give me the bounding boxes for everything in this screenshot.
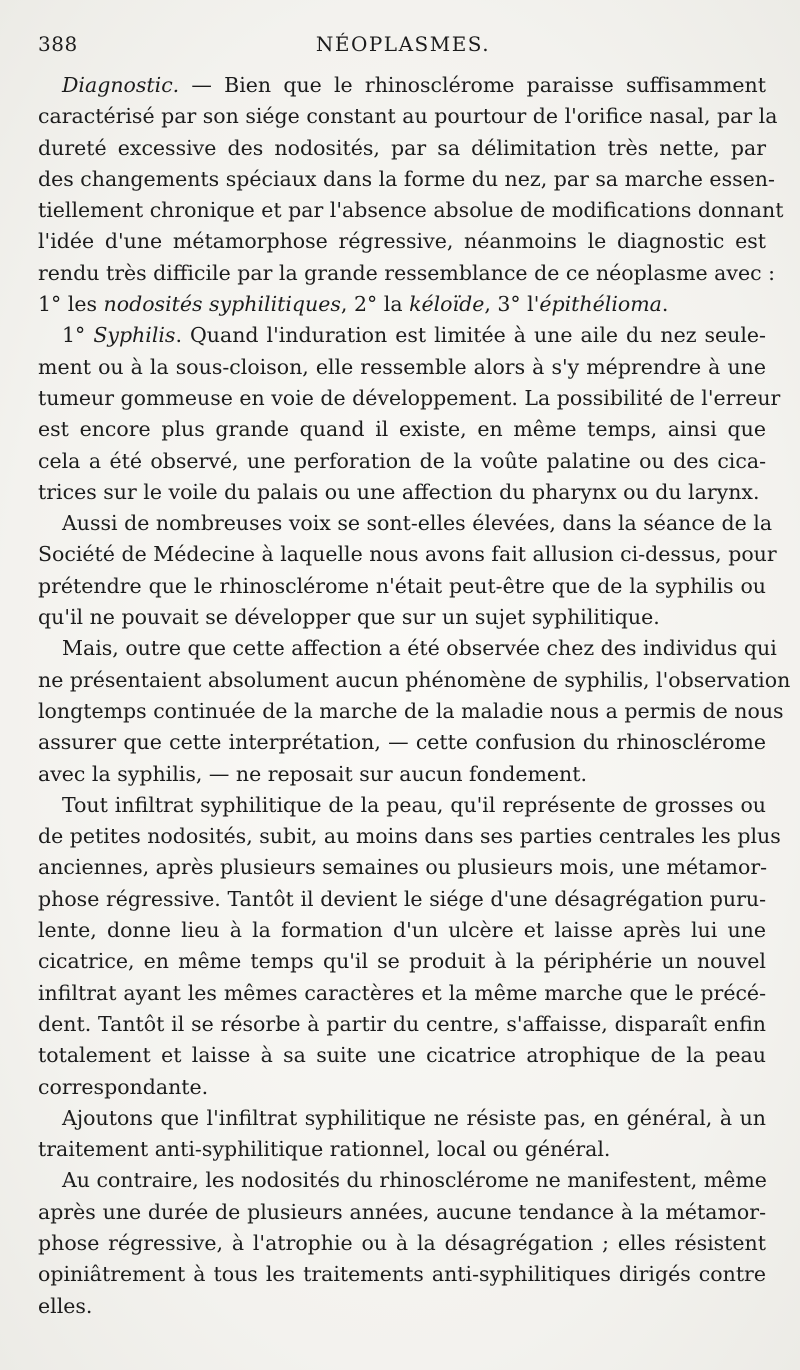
text-line [38,1291,766,1322]
text-span: tiellement chronique et par l'absence absolue de modifications donnant [38,198,784,223]
text-span: rendu très difficile par la grande ressemblance de ce néoplasme avec : [38,260,775,285]
text-span: dent. Tantôt il se résorbe à partir du centre, s'affaisse, disparaît enfin [38,1011,766,1036]
text-line [38,446,766,477]
text-line [38,852,766,883]
text-line [38,759,766,790]
text-line [38,1228,766,1259]
text-span: ment ou à la sous-cloison, elle ressemble alors à s'y méprendre à une [38,354,766,379]
text-span: . Quand l'induration est limitée à une aile du nez seule- [175,323,766,348]
text-line [38,571,766,602]
text-span: , 2° la [340,292,410,317]
text-span: ne présentaient absolument aucun phénomène de syphilis, l'observation [38,667,791,692]
text-span: dureté excessive des nodosités, par sa délimitation très nette, par [38,135,766,160]
text-line [38,915,766,946]
text-line [38,101,778,132]
text-span: Aussi de nombreuses voix se sont-elles élevées, dans la séance de la [62,511,773,536]
text-span: des changements spéciaux dans la forme du nez, par sa marche essen- [38,166,775,191]
text-span: prétendre que le rhinosclérome n'était peut-être que de la syphilis ou [38,573,766,598]
text-line [38,164,775,195]
text-span: elles. [38,1293,93,1318]
text-span: 1° les [38,292,104,317]
text-span: de petites nodosités, subit, au moins dans ses parties centrales les plus [38,824,781,849]
text-line [38,790,766,821]
text-span: caractérisé par son siége constant au pourtour de l'orifice nasal, par la [38,104,778,129]
italic-text: nodosités syphilitiques [103,292,341,317]
text-line [38,258,775,289]
text-line [38,383,781,414]
text-span: assurer que cette interprétation, — cette confusion du rhinosclérome [38,730,766,755]
text-line [38,508,773,539]
text-span: . [661,292,669,317]
text-line [38,665,791,696]
text-line [38,320,766,351]
text-span: longtemps continuée de la marche de la maladie nous a permis de nous [38,698,784,723]
text-span: phose régressive, à l'atrophie ou à la désagrégation ; elles résistent [38,1230,766,1255]
text-line [38,1134,766,1165]
text-line [38,821,781,852]
text-line [38,696,784,727]
text-span: tumeur gommeuse en voie de développement. La possibilité de l'erreur [38,385,781,410]
text-span: est encore plus grande quand il existe, en même temps, ainsi que [38,417,766,442]
italic-text: Diagnostic. [62,73,180,97]
text-span: totalement et laisse à sa suite une cicatrice atrophique de la peau [38,1043,766,1068]
text-span: Société de Médecine à laquelle nous avons fait allusion ci-dessus, pour [38,542,777,567]
page-number: 388 [38,32,78,56]
text-line [38,133,766,164]
text-span: après une durée de plusieurs années, aucune tendance à la métamor- [38,1199,766,1224]
italic-text: épithélioma [539,292,662,317]
text-span: — Bien que le rhinosclérome paraisse suffisamment [179,73,766,97]
text-span: traitement anti-syphilitique rationnel, local ou général. [38,1137,611,1162]
text-span: infiltrat ayant les mêmes caractères et la même marche que le précé- [38,980,766,1005]
body-text [38,70,791,1322]
text-line [38,539,777,570]
text-line [38,226,766,257]
text-span: phose régressive. Tantôt il devient le siége d'une désagrégation puru- [38,886,766,911]
text-span: cicatrice, en même temps qu'il se produit à la périphérie un nouvel [38,949,766,974]
text-span: anciennes, après plusieurs semaines ou plusieurs mois, une métamor- [38,855,768,880]
italic-text: kéloïde [409,292,485,317]
text-line [38,1103,766,1134]
text-line [38,1040,766,1071]
text-span: correspondante. [38,1074,209,1099]
text-span: , 3° l' [484,292,540,317]
text-span: Ajoutons que l'infiltrat syphilitique ne résiste pas, en général, à un [62,1105,766,1130]
text-span: avec la syphilis, — ne reposait sur aucun fondement. [38,761,587,786]
text-line [38,1197,766,1228]
text-span: lente, donne lieu à la formation d'un ulcère et laisse après lui une [38,918,766,943]
text-line [38,1009,766,1040]
text-line [38,946,766,977]
text-span: l'idée d'une métamorphose régressive, néanmoins le diagnostic est [38,229,766,254]
text-line [38,195,784,226]
text-line [38,70,766,101]
text-line [38,477,766,508]
text-span: qu'il ne pouvait se développer que sur un sujet syphilitique. [38,605,660,630]
text-span: cela a été observé, une perforation de la voûte palatine ou des cica- [38,448,766,473]
text-line [38,289,766,320]
text-line [38,1165,766,1196]
text-line [38,1259,766,1290]
text-span: trices sur le voile du palais ou une affection du pharynx ou du larynx. [38,479,760,504]
text-line [38,602,766,633]
running-title: NÉOPLASMES. [315,32,491,56]
italic-text: Syphilis [93,323,176,348]
text-line [38,727,766,758]
text-line [38,884,766,915]
text-line [38,1072,766,1103]
text-span: Au contraire, les nodosités du rhinosclérome ne manifestent, même [62,1168,767,1193]
running-head [38,32,768,60]
text-line [38,414,766,445]
text-span: Mais, outre que cette affection a été observée chez des individus qui [62,636,777,661]
text-line [38,978,766,1009]
text-line [38,352,766,383]
text-span: Tout infiltrat syphilitique de la peau, qu'il représente de grosses ou [62,792,766,817]
text-span: opiniâtrement à tous les traitements anti-syphilitiques dirigés contre [38,1262,766,1287]
text-span: 1° [62,323,94,348]
text-line [38,633,777,664]
